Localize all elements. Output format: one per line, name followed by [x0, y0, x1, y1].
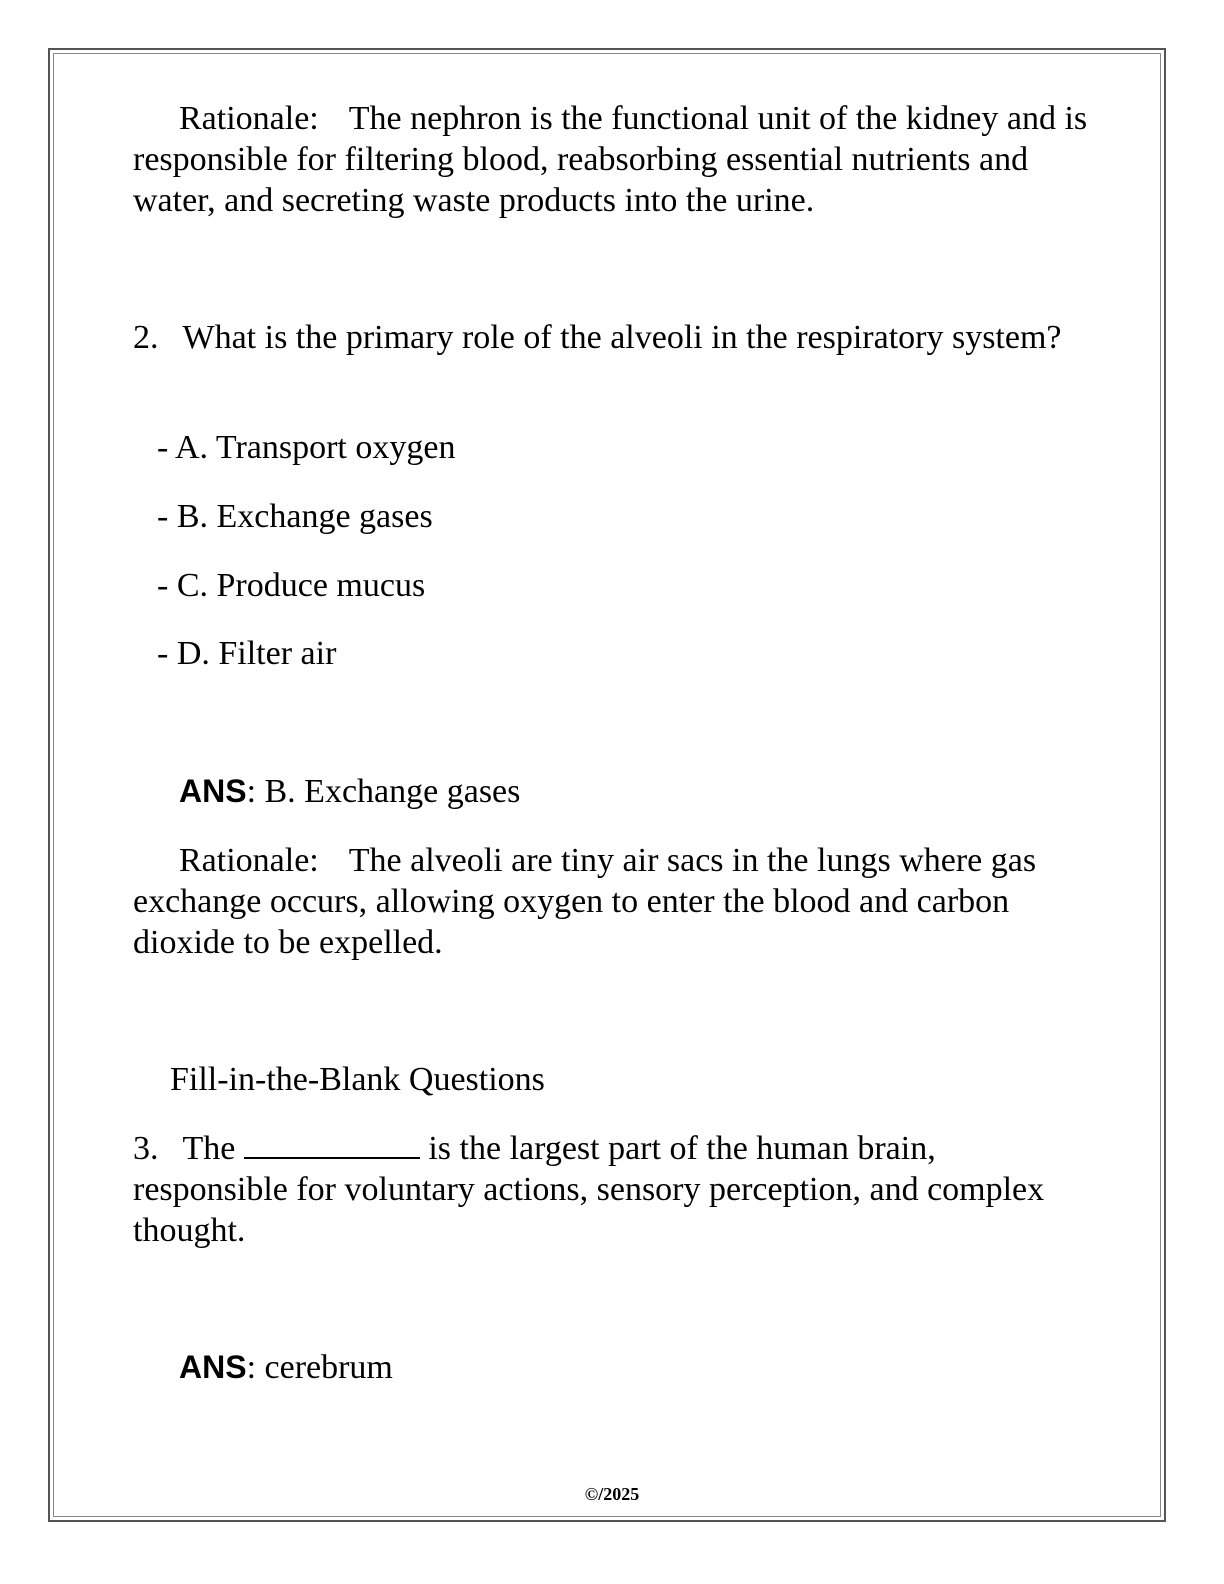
option-c: - C. Produce mucus: [157, 567, 426, 604]
question-3: [133, 1127, 1093, 1251]
rationale-2-label: Rationale:: [179, 842, 319, 879]
answer-2-label: ANS: [179, 773, 247, 809]
answer-3-value: : cerebrum: [246, 1349, 393, 1386]
question-3-text-after: is the largest part of the human brain, responsible for voluntary actions, sensory perception, and complex thought.: [133, 1130, 1045, 1249]
question-2: [133, 317, 1093, 358]
fill-in-blank: [244, 1127, 420, 1159]
question-3-number: 3.: [133, 1130, 159, 1167]
option-b: - B. Exchange gases: [157, 498, 433, 535]
question-2-text: What is the primary role of the alveoli in the respiratory system?: [182, 319, 1062, 356]
rationale-1: [133, 98, 1093, 221]
section-title: Fill-in-the-Blank Questions: [170, 1061, 545, 1098]
option-d: - D. Filter air: [157, 635, 337, 672]
question-3-text-before: The: [182, 1130, 236, 1167]
answer-3-label: ANS: [179, 1349, 247, 1385]
option-a: - A. Transport oxygen: [157, 429, 456, 466]
rationale-1-label: Rationale:: [179, 100, 319, 137]
rationale-2: [133, 840, 1093, 963]
answer-3: [179, 1347, 393, 1388]
rationale-1-text: The nephron is the functional unit of the kidney and is responsible for filtering blood, reabsorbing essential nutrients and water, and secreting waste products into the urine.: [133, 100, 1088, 219]
answer-2-value: : B. Exchange gases: [246, 773, 521, 810]
question-2-number: 2.: [133, 319, 159, 356]
answer-2: [179, 771, 520, 812]
copyright-footer: ©/2025: [584, 1484, 640, 1504]
rationale-2-text: The alveoli are tiny air sacs in the lungs where gas exchange occurs, allowing oxygen to enter the blood and carbon dioxide to be expelled.: [133, 842, 1037, 961]
